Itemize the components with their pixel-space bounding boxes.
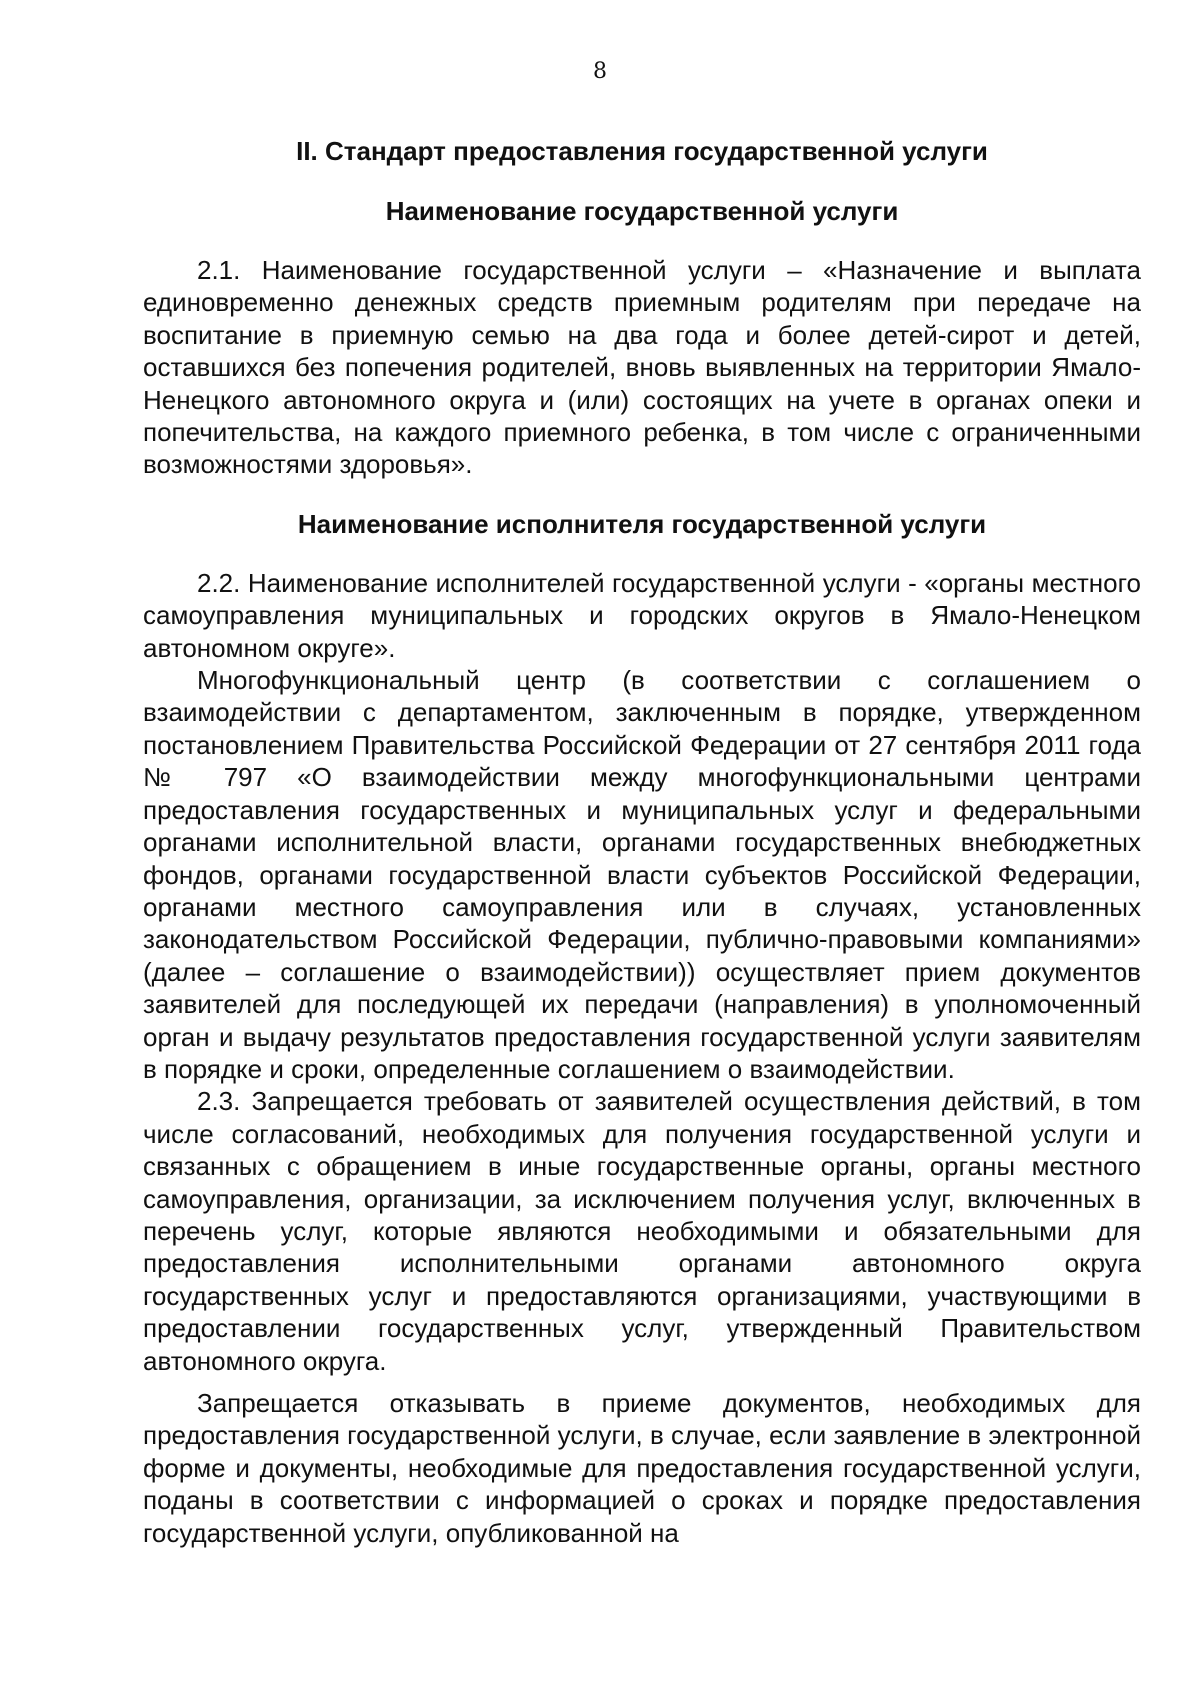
document-body	[143, 135, 1141, 1549]
paragraph-refusal: Запрещается отказывать в приеме документов, необходимых для предоставления государственной услуги, в случае, если заявление в электронной форме и документы, необходимые для предоставления государственной услуги, поданы в соответствии с информацией о сроках и порядке предоставления государственной услуги, опубликованной на	[143, 1388, 1141, 1548]
paragraph-2-2: 2.2. Наименование исполнителей государственной услуги - «органы местного самоуправления муниципальных и городских округов в Ямало-Ненецком автономном округе».	[143, 567, 1141, 663]
service-name-heading: Наименование государственной услуги	[385, 196, 899, 226]
paragraph-2-1: 2.1. Наименование государственной услуги – «Назначение и выплата единовременно денежных средств приемным родителям при передаче на воспитание в приемную семью на два года и более детей-сирот и детей, оставшихся без попечения родителей, вновь выявленных на территории Ямало-Ненецкого автономного округа и (или) состоящих на учете в органах опеки и попечительства, на каждого приемного ребенка, в том числе с ограниченными возможностями здоровья».	[143, 255, 1141, 480]
executor-heading: Наименование исполнителя государственной услуги	[297, 508, 987, 539]
section-title: II. Стандарт предоставления государственной услуги	[296, 136, 988, 166]
paragraph-2-3: 2.3. Запрещается требовать от заявителей осуществления действий, в том числе согласований, необходимых для получения государственной услуги и связанных с обращением в иные государственные органы, органы местного самоуправления, организации, за исключением получения услуг, включенных в перечень услуг, которые являются необходимыми и обязательными для предоставления исполнительными органами автономного округа государственных услуг и предоставляются организациями, участвующими в предоставлении государственных услуг, утвержденный Правительством автономного округа.	[143, 1086, 1141, 1376]
page-number: 8	[593, 59, 607, 84]
paragraph-mfc: Многофункциональный центр (в соответствии с соглашением о взаимодействии с департаментом, заключенным в порядке, утвержденном постановлением Правительства Российской Федерации от 27 сентября 2011 года № 797 «О взаимодействии между многофункциональными центрами предоставления государственных и муниципальных услуг и федеральными органами исполнительной власти, органами государственных внебюджетных фондов, органами государственной власти субъектов Российской Федерации, органами местного самоуправления или в случаях, установленных законодательством Российской Федерации, публично-правовыми компаниями» (далее – соглашение о взаимодействии)) осуществляет прием документов заявителей для последующей их передачи (направления) в уполномоченный орган и выдачу результатов предоставления государственной услуги заявителям в порядке и сроки, определенные соглашением о взаимодействии.	[143, 665, 1141, 1084]
